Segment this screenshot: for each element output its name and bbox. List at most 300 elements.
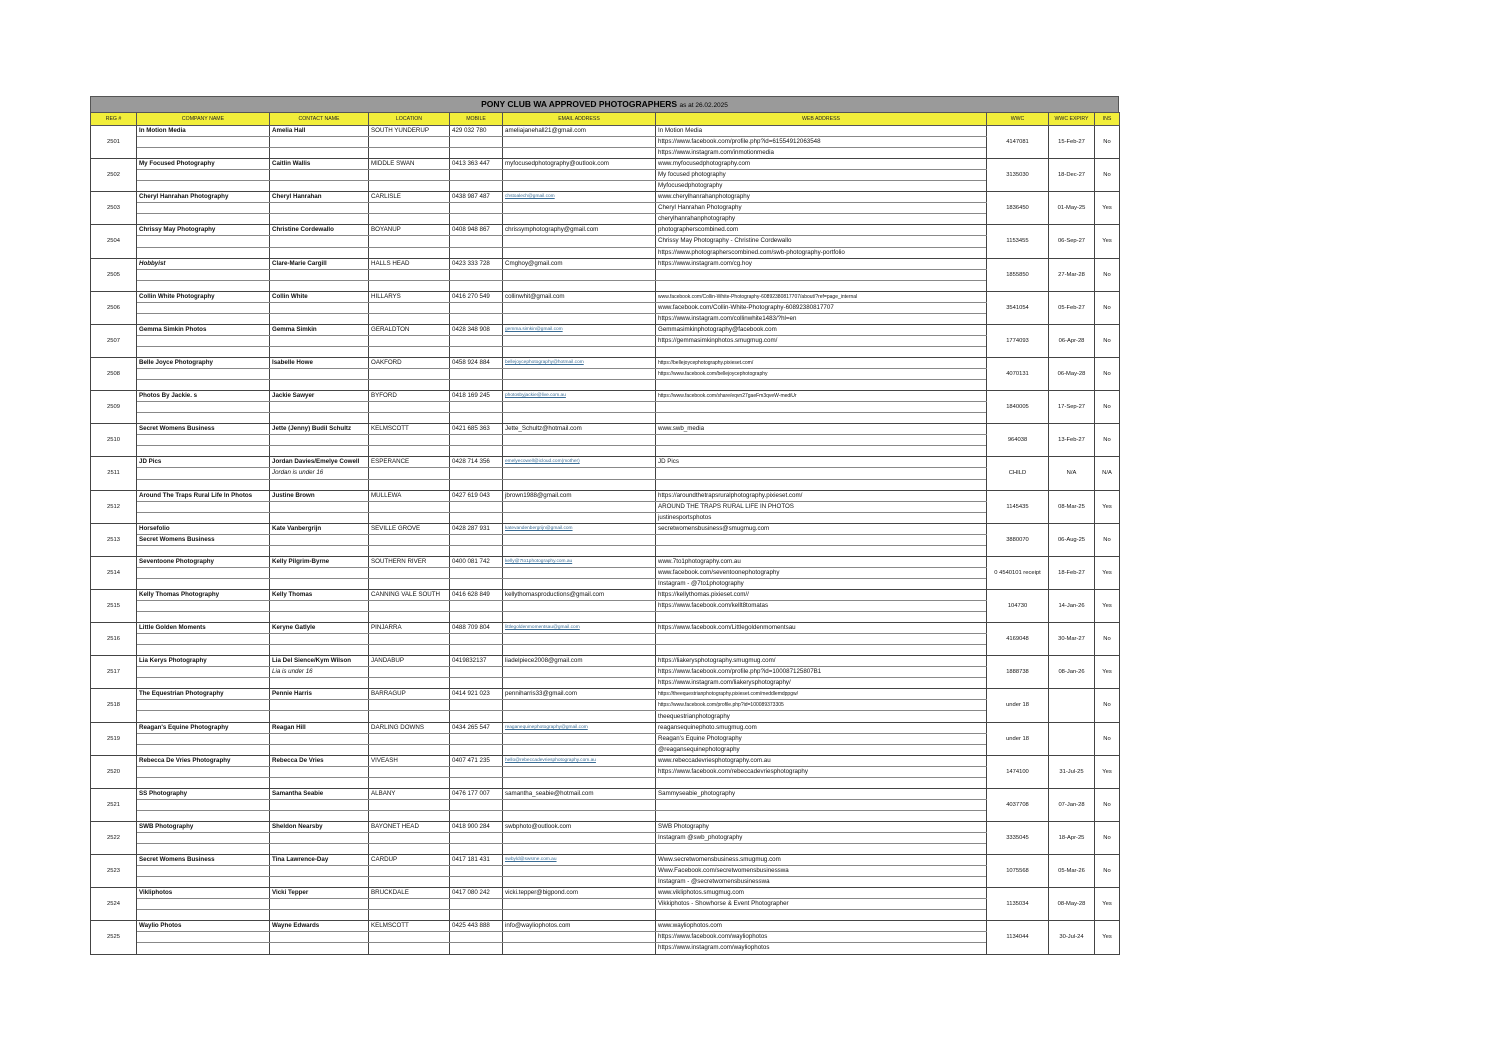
location: MIDDLE SWAN [369,159,450,170]
table-row [91,788,1120,799]
mobile-number: 0407 471 235 [450,755,503,766]
table-row [91,302,1120,313]
empty-cell [450,280,503,291]
web-address: https://www.photographerscombined.com/swb-photography-portfolio [656,247,987,258]
wwc-expiry: 05-Mar-26 [1049,855,1095,888]
empty-cell [270,512,369,523]
empty-cell [369,402,450,413]
table-row [91,490,1120,501]
contact-name: Kate Vanbergrijn [270,523,369,534]
empty-cell [450,148,503,159]
table-row [91,269,1120,280]
empty-cell [369,468,450,479]
wwc-number: 1836450 [987,192,1049,225]
web-address: https://www.instagram.com/collinwhite1483/?hl=en [656,313,987,324]
empty-cell [450,612,503,623]
location: JANDABUP [369,656,450,667]
empty-cell [503,247,656,258]
location: ESPERANCE [369,457,450,468]
empty-cell [270,844,369,855]
email-address: chrissymphotography@gmail.com [503,225,656,236]
table-row [91,380,1120,391]
wwc-number: 1135034 [987,888,1049,921]
location: BARRAGUP [369,689,450,700]
wwc-expiry: 17-Sep-27 [1049,391,1095,424]
empty-cell [450,567,503,578]
email-address: emelyecowell@icloud.com(mother) [503,457,656,468]
web-address [656,468,987,479]
mobile-number: 0418 169 245 [450,391,503,402]
empty-cell [503,910,656,921]
company-name: Kelly Thomas Photography [137,589,270,600]
column-header: WEB ADDRESS [656,113,987,126]
table-row [91,468,1120,479]
empty-cell [270,534,369,545]
insurance-status: No [1095,722,1120,755]
empty-cell [503,766,656,777]
location: BAYONET HEAD [369,821,450,832]
empty-cell [137,866,270,877]
web-address: secretwomensbusiness@smugmug.com [656,523,987,534]
empty-cell [503,844,656,855]
empty-cell [270,545,369,556]
empty-cell [137,380,270,391]
table-row [91,711,1120,722]
empty-cell [137,567,270,578]
table-row [91,810,1120,821]
wwc-expiry: 27-Mar-28 [1049,258,1095,291]
company-name: Secret Womens Business [137,855,270,866]
empty-cell [503,711,656,722]
mobile-number: 429 032 780 [450,126,503,137]
empty-cell [503,567,656,578]
contact-name: Lia Del Sience/Kym Wilson [270,656,369,667]
table-row [91,722,1120,733]
empty-cell [450,346,503,357]
wwc-number: 104730 [987,589,1049,622]
mobile-number: 0408 948 867 [450,225,503,236]
company-name: Cheryl Hanrahan Photography [137,192,270,203]
empty-cell [450,214,503,225]
empty-cell [369,203,450,214]
web-address: https://www.facebook.com/kellt8tomatas [656,601,987,612]
empty-cell [270,148,369,159]
table-row [91,612,1120,623]
wwc-expiry: 18-Dec-27 [1049,159,1095,192]
wwc-number: 0 4540101 receipt [987,556,1049,589]
reg-number: 2522 [91,821,137,854]
empty-cell [137,269,270,280]
insurance-status: Yes [1095,656,1120,689]
wwc-number: 4070131 [987,357,1049,390]
wwc-number: 1774093 [987,324,1049,357]
reg-number: 2514 [91,556,137,589]
empty-cell [503,302,656,313]
empty-cell [450,435,503,446]
mobile-number: 0417 181 431 [450,855,503,866]
contact-name: Jackie Sawyer [270,391,369,402]
web-address: theequestrianphotography [656,711,987,722]
contact-name: Kelly Thomas [270,589,369,600]
empty-cell [137,678,270,689]
empty-cell [503,612,656,623]
web-address: SWB Photography [656,821,987,832]
empty-cell [450,446,503,457]
location: MULLEWA [369,490,450,501]
empty-cell [503,181,656,192]
table-row [91,479,1120,490]
web-address: https://www.facebook.com/bellejoycephotography [656,369,987,380]
email-address: kelly@7to1photography.com.au [503,556,656,567]
company-name: Seventoone Photography [137,556,270,567]
empty-cell [450,203,503,214]
table-row [91,821,1120,832]
empty-cell [270,932,369,943]
mobile-number: 0438 987 487 [450,192,503,203]
empty-cell [270,137,369,148]
table-row [91,844,1120,855]
web-address [656,810,987,821]
empty-cell [369,236,450,247]
wwc-expiry: N/A [1049,457,1095,490]
wwc-number: 1855850 [987,258,1049,291]
contact-name: Justine Brown [270,490,369,501]
mobile-number: 0413 363 447 [450,159,503,170]
empty-cell [137,413,270,424]
empty-cell [503,866,656,877]
wwc-expiry: 18-Apr-25 [1049,821,1095,854]
contact-name: Rebecca De Vries [270,755,369,766]
insurance-status: No [1095,523,1120,556]
empty-cell [503,733,656,744]
mobile-number: 0427 619 043 [450,490,503,501]
reg-number: 2515 [91,589,137,622]
empty-cell [503,402,656,413]
empty-cell [137,247,270,258]
empty-cell [450,302,503,313]
empty-cell [270,645,369,656]
table-row [91,733,1120,744]
empty-cell [369,899,450,910]
web-address [656,346,987,357]
as-at-date: as at 26.02.2025 [679,102,728,109]
table-row [91,402,1120,413]
empty-cell [369,512,450,523]
email-address: swbyld@swsme.com.au [503,855,656,866]
empty-cell [450,170,503,181]
table-row [91,501,1120,512]
empty-cell [137,313,270,324]
empty-cell [450,866,503,877]
mobile-number: 0476 177 007 [450,788,503,799]
email-address: Cmghoy@gmail.com [503,258,656,269]
empty-cell [270,700,369,711]
web-address: reagansequinephoto.smugmug.com [656,722,987,733]
empty-cell [503,700,656,711]
empty-cell [450,910,503,921]
table-row [91,656,1120,667]
wwc-number: 4147081 [987,126,1049,159]
table-row [91,645,1120,656]
empty-cell [369,280,450,291]
web-address [656,799,987,810]
empty-cell [137,203,270,214]
empty-cell [503,148,656,159]
wwc-number: 1474100 [987,755,1049,788]
location: CANNING VALE SOUTH [369,589,450,600]
empty-cell [137,346,270,357]
location: CARDUP [369,855,450,866]
wwc-number: 1075568 [987,855,1049,888]
mobile-number: 0425 443 888 [450,921,503,932]
empty-cell [503,799,656,810]
column-header: EMAIL ADDRESS [503,113,656,126]
table-row [91,446,1120,457]
empty-cell [369,148,450,159]
web-address: AROUND THE TRAPS RURAL LIFE IN PHOTOS [656,501,987,512]
company-name: Horsefolio [137,523,270,534]
contact-name: Keryne Gatlyle [270,623,369,634]
web-address: https://liakerysphotography.smugmug.com/ [656,656,987,667]
empty-cell [369,910,450,921]
company-name: Secret Womens Business [137,534,270,545]
insurance-status: No [1095,126,1120,159]
web-address: https://www.facebook.com/share/eqvn27gaeFm3qveW-mediUr [656,391,987,402]
email-address: swbphoto@outlook.com [503,821,656,832]
empty-cell [369,877,450,888]
company-name: Reagan's Equine Photography [137,722,270,733]
mobile-number: 0418 900 284 [450,821,503,832]
empty-cell [503,446,656,457]
reg-number: 2502 [91,159,137,192]
web-address [656,910,987,921]
reg-number: 2511 [91,457,137,490]
web-address: www.rebeccadevriesphotography.com.au [656,755,987,766]
web-address [656,269,987,280]
wwc-expiry: 13-Feb-27 [1049,424,1095,457]
mobile-number: 0434 265 547 [450,722,503,733]
empty-cell [450,534,503,545]
column-header: WWC EXPIRY [1049,113,1095,126]
column-header: CONTACT NAME [270,113,369,126]
web-address [656,545,987,556]
empty-cell [450,844,503,855]
empty-cell [450,634,503,645]
empty-cell [450,545,503,556]
contact-name: Kelly Pilgrim-Byrne [270,556,369,567]
table-row [91,159,1120,170]
web-address: www.swb_media [656,424,987,435]
empty-cell [270,943,369,954]
insurance-status: No [1095,324,1120,357]
email-address: chstoalech@gmail.com [503,192,656,203]
contact-name: Pennie Harris [270,689,369,700]
company-name: Lia Kerys Photography [137,656,270,667]
web-address: @reagansequinephotography [656,744,987,755]
company-name: Vikliphotos [137,888,270,899]
insurance-status: No [1095,821,1120,854]
reg-number: 2504 [91,225,137,258]
web-address [656,634,987,645]
contact-name: Collin White [270,291,369,302]
empty-cell [137,833,270,844]
web-address: JD Pics [656,457,987,468]
empty-cell [369,744,450,755]
empty-cell [450,932,503,943]
empty-cell [137,369,270,380]
empty-cell [503,335,656,346]
empty-cell [137,777,270,788]
company-name: Little Golden Moments [137,623,270,634]
empty-cell [450,799,503,810]
empty-cell [369,313,450,324]
title-text: PONY CLUB WA APPROVED PHOTOGRAPHERS [481,99,678,109]
empty-cell [270,910,369,921]
empty-cell [450,269,503,280]
empty-cell [503,380,656,391]
empty-cell [137,512,270,523]
email-address: Jette_Schultz@hotmail.com [503,424,656,435]
email-address: reaganequinephotography@gmail.com [503,722,656,733]
column-header: WWC [987,113,1049,126]
empty-cell [137,667,270,678]
empty-cell [270,733,369,744]
table-row [91,910,1120,921]
empty-cell [137,711,270,722]
email-address: vicki.tepper@bigpond.com [503,888,656,899]
contact-name: Clare-Marie Cargill [270,258,369,269]
empty-cell [369,777,450,788]
web-address: https://www.facebook.com/profile.php?id=100087125807B1 [656,667,987,678]
wwc-number: 3335045 [987,821,1049,854]
empty-cell [450,899,503,910]
empty-cell [270,877,369,888]
empty-cell [369,501,450,512]
empty-cell [369,335,450,346]
empty-cell [270,678,369,689]
web-address: www.myfocusedphotography.com [656,159,987,170]
empty-cell [270,810,369,821]
table-row [91,932,1120,943]
insurance-status: No [1095,258,1120,291]
empty-cell [369,578,450,589]
wwc-number: 1153455 [987,225,1049,258]
contact-name: Jette (Jenny) Budil Schultz [270,424,369,435]
wwc-expiry: 01-May-25 [1049,192,1095,225]
web-address: https://www.facebook.com/profile.php?id=61554912063548 [656,137,987,148]
empty-cell [450,744,503,755]
table-row [91,534,1120,545]
reg-number: 2525 [91,921,137,954]
empty-cell [503,899,656,910]
web-address: https://www.instagram.com/cg.hoy [656,258,987,269]
contact-name: Wayne Edwards [270,921,369,932]
empty-cell [137,468,270,479]
table-row [91,799,1120,810]
table-row [91,866,1120,877]
empty-cell [450,501,503,512]
table-row [91,943,1120,954]
table-row [91,192,1120,203]
web-address: https://kellythomas.pixieset.com// [656,589,987,600]
contact-name: Jordan Davies/Emelye Cowell [270,457,369,468]
insurance-status: Yes [1095,490,1120,523]
company-name: SWB Photography [137,821,270,832]
wwc-expiry: 18-Feb-27 [1049,556,1095,589]
empty-cell [450,943,503,954]
table-row [91,137,1120,148]
empty-cell [450,468,503,479]
empty-cell [369,567,450,578]
web-address: Gemmasimkinphotography@facebook.com [656,324,987,335]
wwc-expiry: 08-Jan-26 [1049,656,1095,689]
table-body [91,126,1120,955]
company-name: The Equestrian Photography [137,689,270,700]
web-address [656,402,987,413]
table-row [91,567,1120,578]
wwc-expiry: 30-Jul-24 [1049,921,1095,954]
empty-cell [137,148,270,159]
company-name: Belle Joyce Photography [137,357,270,368]
empty-cell [270,446,369,457]
empty-cell [137,932,270,943]
empty-cell [503,744,656,755]
email-address: katevandenbergrijn@gmail.com [503,523,656,534]
web-address: https://bellejoycephotography.pixieset.com/ [656,357,987,368]
contact-note: Lia is under 16 [270,667,369,678]
table-row [91,369,1120,380]
web-address [656,777,987,788]
insurance-status: No [1095,424,1120,457]
web-address: Chrissy May Photography - Christine Cordewallo [656,236,987,247]
empty-cell [369,380,450,391]
empty-cell [270,777,369,788]
empty-cell [369,833,450,844]
reg-number: 2501 [91,126,137,159]
empty-cell [270,435,369,446]
web-address [656,645,987,656]
location: BRUCKDALE [369,888,450,899]
web-address: https://theequestrianphotography.pixieset.com/meddlemdppgw/ [656,689,987,700]
email-address: bellejoycephotography@hotmail.com [503,357,656,368]
empty-cell [137,479,270,490]
empty-cell [369,170,450,181]
table-row [91,357,1120,368]
empty-cell [270,335,369,346]
web-address [656,446,987,457]
empty-cell [270,501,369,512]
empty-cell [369,346,450,357]
empty-cell [503,512,656,523]
empty-cell [369,181,450,192]
mobile-number: 0414 921 023 [450,689,503,700]
web-address: Cheryl Hanrahan Photography [656,203,987,214]
table-row [91,755,1120,766]
email-address: collinwhit@gmail.com [503,291,656,302]
table-row [91,877,1120,888]
empty-cell [450,877,503,888]
insurance-status: Yes [1095,589,1120,622]
empty-cell [503,667,656,678]
table-row [91,634,1120,645]
empty-cell [503,678,656,689]
contact-note: Jordan is under 16 [270,468,369,479]
web-address: https://www.facebook.com/profile.php?id=100089373305 [656,700,987,711]
table-row [91,678,1120,689]
insurance-status: No [1095,623,1120,656]
empty-cell [369,733,450,744]
company-name: Chrissy May Photography [137,225,270,236]
